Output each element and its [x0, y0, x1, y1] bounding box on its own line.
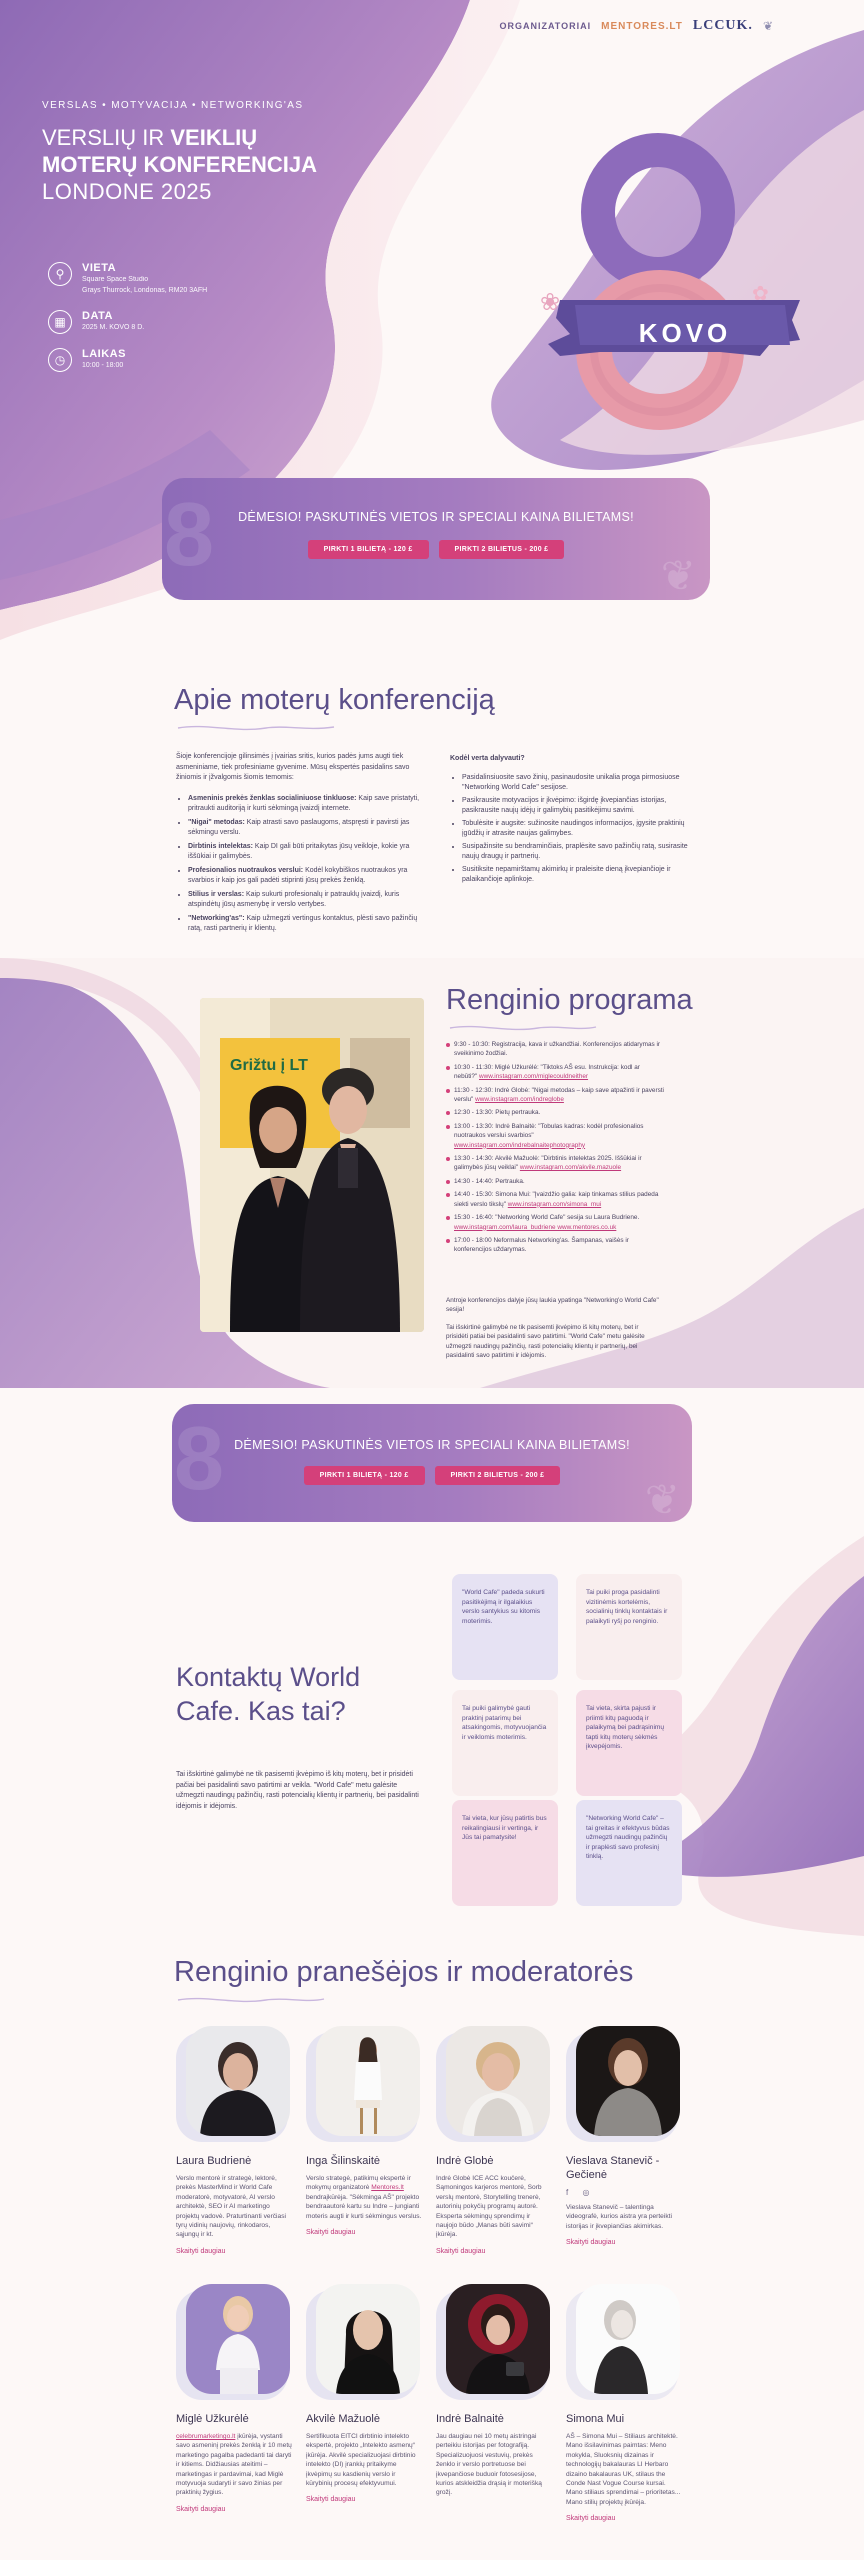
cta-title: DĖMESIO! PASKUTINĖS VIETOS IR SPECIALI KAINA BILIETAMS! — [234, 1438, 630, 1452]
why-item: • Pasidalinsiuosite savo žinių, pasinaudosite unikalia proga pirmosiuose "Networking World Cafe" sesijose. — [462, 773, 696, 794]
why-attend — [450, 754, 696, 888]
program-note-2: Tai išskirtinė galimybė ne tik pasisemti įkvėpimo iš kitų moterų, bet ir prisidėti patiai bei pasidalinti savo patirtimi. "World Cafe" metu galėsite užmegzti naudingų pažinčių, rasti potencialių klientų ir partnerių, bei pasidalinti savo patirtimi ir idėjomis. — [446, 1323, 645, 1360]
program-item-link[interactable]: www.instagram.com/indreglobe — [475, 1096, 564, 1104]
worldcafe-card: Tai puiki galimybė gauti praktinį patarimų bei atsakingomis, motyvuojančia ir veiklomis moterimis. — [452, 1690, 558, 1796]
speaker-bio — [176, 2432, 292, 2498]
wings-logo-icon: ❦ — [762, 19, 774, 33]
program-item — [446, 1122, 664, 1150]
ticket-cta-banner — [162, 478, 710, 600]
hero-title-line1a: VERSLIŲ IR — [42, 125, 171, 150]
speaker-photo — [566, 2026, 684, 2144]
svg-text:✿: ✿ — [752, 283, 769, 305]
info-label: DATA — [82, 310, 113, 322]
speaker-bio-text: Mano stilių projektų įkūrėja. — [566, 2498, 646, 2506]
read-more-link[interactable]: Skaityti daugiau — [436, 2247, 486, 2255]
info-venue — [48, 262, 207, 296]
read-more-link[interactable]: Skaityti daugiau — [566, 2515, 616, 2523]
topic-text: Kodėl kokybiškos nuotraukos yra svarbios ir kaip jos gali padėti stiprinti jūsų prekės ženklą. — [188, 866, 408, 884]
speaker-portrait — [186, 2284, 290, 2394]
speaker-bio: Jau daugiau nei 10 metų aistringai perteikiu istorijas per fotografiją. Specializuojuosi vestuvių, prekės ženklo ir verslo portretuose bei įkvepančiose buduoir fotosesijose, kurios atskleidžia drąsią ir moterišką grožį. — [436, 2433, 542, 2497]
speaker-bio-text: įkūrėja, vystanti savo asmeninį prekės ženklą ir 10 metų marketingo pagalba padedanti tai daryti ir kitiems. Didžiausias ateitimi – marketingas ir pardavimai, kad Miglė motyvuoja sudaryti ir savo žinias per praktinių žygius. — [176, 2433, 292, 2497]
program-item — [446, 1190, 664, 1209]
program-item-text: 14:40 - 15:30: Simona Mui: "Įvaizdžio galia: kaip tinkamas stilius padeda siekti verslo tikslų" — [454, 1191, 659, 1208]
program-item-link[interactable]: www.instagram.com/miglecouldneither — [479, 1073, 589, 1081]
speaker-name: Miglė Užkurėlė — [176, 2413, 249, 2425]
worldcafe-title: Kontaktų World Cafe. Kas tai? — [176, 1662, 361, 1726]
program-item — [446, 1086, 664, 1105]
topic-bold: "Networking'as": — [188, 914, 245, 922]
title-underline — [448, 1022, 598, 1034]
topic-text: Kaip DI gali būti pritaikytas jūsų veikloje, kokie yra iššūkiai ir galimybės. — [188, 842, 410, 860]
title-underline — [176, 1994, 326, 2006]
speaker-card — [436, 2284, 552, 2498]
speaker-card — [176, 2284, 292, 2513]
about-title: Apie moterų konferenciją — [174, 684, 495, 716]
program-item-text: 13:00 - 13:30: Indrė Balnaitė: "Tobulas kadras: kodėl profesionalios nuotraukos verslui svarbios" — [454, 1122, 644, 1140]
speaker-portrait — [446, 2026, 550, 2136]
speaker-card — [566, 2026, 682, 2246]
buy-1-ticket-button[interactable]: PIRKTI 1 BILIETĄ - 120 £ — [304, 1466, 425, 1485]
info-value: 2025 M. KOVO 8 D. — [82, 324, 145, 331]
read-more-link[interactable]: Skaityti daugiau — [176, 2505, 226, 2513]
speaker-card — [436, 2026, 552, 2255]
topic-text: Kaip atrasti savo paslaugoms, atspręsti ir pavirsti jas sėkmingu verslu. — [188, 818, 410, 836]
speaker-portrait — [186, 2026, 290, 2136]
topic-bold: Dirbtinis intelektas: — [188, 842, 253, 850]
program-note-1: Antroje konferencijos dalyje jūsų laukia ypatinga "Networking'o World Cafe" sesija! — [446, 1297, 659, 1314]
leaf-decoration-icon: ❦ — [660, 552, 696, 599]
read-more-link[interactable]: Skaityti daugiau — [306, 2496, 356, 2504]
program-item-link[interactable]: www.instagram.com/simona_mui — [507, 1200, 602, 1208]
about-topics — [176, 752, 420, 938]
program-item-text: 17:00 - 18:00 Neformalus Networking'as. Šampanas, vaišės ir konferencijos uždarymas. — [454, 1236, 629, 1254]
speaker-name: Simona Mui — [566, 2413, 625, 2425]
program-item — [446, 1063, 664, 1082]
speaker-photo — [176, 2284, 294, 2402]
speaker-bio — [306, 2174, 422, 2221]
program-item-text: 9:30 - 10:30: Registracija, kava ir užkandžiai. Konferencijos atidarymas ir sveikinimo žodžiai. — [454, 1041, 661, 1058]
speaker-bio: Sertifikuota EITCI dirbtinio intelekto ekspertė, projekto „Intelekto asmenų“ įkūrėja. Akvilė specializuojasi dirbtinio intelekto (DI) įrankių pritaikyme įkvėpimų su kasdienių verslo ir kūrybinių procesų efektyvumui. — [306, 2433, 416, 2488]
clock-icon: ◷ — [48, 348, 72, 372]
worldcafe-card: Tai puiki proga pasidalinti vizitinėmis kortelėmis, socialinių tinklų kontaktais ir palaikyti ryšį po renginio. — [576, 1574, 682, 1680]
why-item: • Susipažinsite su bendraminčiais, praplėsite savo pažinčių ratą, susirasite naujų draugų ir partnerių. — [462, 842, 696, 863]
topic-text: Kaip save pristatyti, pritraukti auditoriją ir kurti sėkmingą įvaizdį internete. — [188, 794, 420, 812]
info-value: 10:00 - 18:00 — [82, 362, 124, 369]
speaker-name: Indrė Balnaitė — [436, 2413, 504, 2425]
program-title: Renginio programa — [446, 984, 693, 1016]
cta-title: DĖMESIO! PASKUTINĖS VIETOS IR SPECIALI KAINA BILIETAMS! — [238, 510, 634, 524]
worldcafe-card: "World Cafe" padeda sukurti pasitikėjimą ir ilgalaikius verslo santykius su kitomis moterimis. — [452, 1574, 558, 1680]
program-note — [446, 1296, 662, 1360]
topic-text: Kaip užmegzti vertingus kontaktus, plėsti savo pažinčių ratą, rasti partnerių ir klientų. — [188, 914, 418, 932]
hero-title-line3: LONDONE 2025 — [42, 179, 212, 204]
program-item-text: 10:30 - 11:30: Miglė Užkurėlė: "Tiktoks AŠ esu. Instrukcija: kodl ar nebūti?" — [454, 1063, 640, 1081]
speakers-title: Renginio pranešėjos ir moderatorės — [174, 1956, 634, 1988]
speaker-card — [306, 2284, 422, 2503]
program-item-link[interactable]: www.instagram.com/laura_budriene www.mentores.co.uk — [454, 1223, 617, 1231]
photo-sign-text: Grižtu į LT — [230, 1057, 308, 1074]
speakers-photo — [200, 998, 424, 1332]
topic-item — [188, 842, 420, 863]
speaker-card — [306, 2026, 422, 2236]
buy-2-tickets-button[interactable]: PIRKTI 2 BILIETUS - 200 £ — [439, 540, 565, 559]
program-item — [446, 1177, 664, 1186]
speaker-name: Inga Šilinskaitė — [306, 2155, 380, 2167]
buy-2-tickets-button[interactable]: PIRKTI 2 BILIETUS - 200 £ — [435, 1466, 561, 1485]
leaf-decoration-icon: ❦ — [644, 1476, 680, 1522]
about-intro: Šioje konferencijoje gilinsimės į įvairias sritis, kurios padės jums augti tiek asmeniniame, tiek profesiniame gyvenime. Mūsų ekspertės pasidalins savo žiniomis ir įžvalgomis šiomis temomis: — [176, 753, 410, 781]
hero-kicker: VERSLAS • MOTYVACIJA • NETWORKING'AS — [42, 100, 304, 111]
program-item-text: 12:30 - 13:30: Pietų pertrauka. — [454, 1109, 541, 1117]
info-date — [48, 310, 207, 334]
worldcafe-description: Tai išskirtinė galimybė ne tik pasisemti įkvėpimo iš kitų moterų, bet ir prisidėti pačiai bei pasidalinti savo patirtimi ar veikla. "World Cafe" metu galėsite užmegzti naudingų pažinčių, rasti potencialių klientų ir partnerių, bei pasidalinti idėjomis ir idėjomis. — [176, 1771, 419, 1810]
read-more-link[interactable]: Skaityti daugiau — [566, 2239, 616, 2247]
calendar-icon: ▦ — [48, 310, 72, 334]
program-item — [446, 1213, 664, 1232]
speaker-photo — [436, 2284, 554, 2402]
speaker-name: Laura Budrienė — [176, 2155, 252, 2167]
topic-item — [188, 914, 420, 935]
why-list — [450, 773, 696, 886]
topic-item — [188, 794, 420, 815]
location-pin-icon: ⚲ — [48, 262, 72, 286]
mentores-logo[interactable]: MENTORES.LT — [601, 20, 683, 32]
buy-1-ticket-button[interactable]: PIRKTI 1 BILIETĄ - 120 £ — [308, 540, 429, 559]
speaker-bio-link[interactable]: Mentores.lt — [371, 2184, 404, 2192]
decorative-8-icon: 8 — [164, 485, 215, 585]
program-waves — [0, 958, 864, 1388]
speaker-photo — [176, 2026, 294, 2144]
speaker-name: Akvilė Mažuolė — [306, 2413, 380, 2425]
speaker-name: Vieslava Stanevič - Gečienė — [566, 2155, 660, 2181]
worldcafe-card: "Networking World Cafe" – tai greitas ir efektyvus būdas užmegzti naudingų pažinčių ir praplėsti savo profesinį tinklą. — [576, 1800, 682, 1906]
info-label: VIETA — [82, 262, 117, 274]
read-more-link[interactable]: Skaityti daugiau — [306, 2229, 356, 2237]
program-item-text: 14:30 - 14:40: Pertrauka. — [454, 1177, 525, 1185]
svg-text:❀: ❀ — [540, 289, 561, 316]
organizers-bar — [499, 18, 774, 34]
speaker-portrait — [446, 2284, 550, 2394]
program-item-text: 11:30 - 12:30: Indrė Globė: "Nigai metodas – kaip save atpažinti ir paversti verslu" — [454, 1086, 664, 1104]
speaker-bio — [566, 2432, 682, 2507]
program-item-link[interactable]: www.instagram.com/akvile.mazuole — [519, 1164, 622, 1172]
organizers-label: ORGANIZATORIAI — [499, 21, 592, 31]
why-item: • Pasikrausite motyvacijos ir įkvėpimo: išgirdę įkvepiančias istorijas, pasikrausite naujų idėjų ir galimybių pasitikėjimu savimi. — [462, 796, 696, 817]
topic-bold: Stilius ir verslas: — [188, 890, 245, 898]
speaker-photo — [306, 2284, 424, 2402]
topic-item — [188, 818, 420, 839]
speaker-name: Indrė Globė — [436, 2155, 494, 2167]
speaker-photo — [566, 2284, 684, 2402]
speaker-photo — [306, 2026, 424, 2144]
topic-text: Kaip sukurti profesionalų ir patrauklų įvaizdį, kuris atspindėtų jūsų asmenybę ir verslo vertybes. — [188, 890, 400, 908]
lccuk-logo[interactable]: LCCUK. — [692, 18, 753, 33]
worldcafe-background — [0, 1536, 864, 1936]
speaker-bio-text: bendraįkūrėja. "Sėkminga AŠ" projekto bendraautorė kartu su Indre – jungianti moteris augti ir kurti sėkmingus verslus. — [306, 2193, 422, 2220]
speaker-portrait — [316, 2284, 420, 2394]
topic-bold: Asmeninis prekės ženklas socialiniuose tinkluose: — [188, 794, 357, 802]
speaker-bio: Vieslava Stanevič – talentinga videografė, kurios aistra yra perteikti istorijas ir įkvepiančias akimirkas. — [566, 2204, 672, 2230]
info-time — [48, 348, 207, 372]
worldcafe-card: Tai vieta, skirta pajusti ir priimti kitų paguodą ir palaikymą bei padrąsinimų tapti kitų moterų sėkmės įkvepėjomis. — [576, 1690, 682, 1796]
why-item: • Susitiksite nepamirštamų akimirkų ir praleisite dieną įkvepiančioje ir palaikančioje aplinkoje. — [462, 865, 696, 886]
speaker-portrait — [576, 2026, 680, 2136]
hero-title-line2: MOTERŲ KONFERENCIJA — [42, 152, 318, 177]
speaker-bio-link[interactable]: celebrumarketingo.lt — [176, 2433, 236, 2440]
speaker-bio-text: AŠ – Simona Mui – Stiliaus architektė. Mano išsilavinimas paimtas: Meno mokykla, Sluoksnių dizainas ir technologijų bakalauras LI Herbaro dizaino bakalauras UK, stilaus the Conde Nast Vogue Course kursai. Mano stiliaus sprendimai – prioritetas... — [566, 2433, 681, 2497]
event-info-list — [48, 262, 207, 386]
speaker-card — [176, 2026, 292, 2255]
why-item: • Tobulėsite ir augsite: sužinosite naudingos informacijos, įgysite praktinių įgūdžių ir atrasite naujas galimybes. — [462, 819, 696, 840]
ticket-cta-banner — [172, 1404, 692, 1522]
topic-bold: Profesionalios nuotraukos verslui: — [188, 866, 304, 874]
program-item-text: 13:30 - 14:30: Akvilė Mažuolė: "Dirbtinis intelektas 2025. Iššūkiai ir galimybės jūsų veiklai" — [454, 1155, 642, 1172]
speaker-photo — [436, 2026, 554, 2144]
speaker-portrait — [576, 2284, 680, 2394]
speaker-bio: Indrė Globė ICE ACC koučerė, Sąmoningos karjeros mentorė, Sorb verslų mentorė, Storytelling trenerė, autorinių pokyčių programų autorė. Eksperta sėkmingų sprendimų ir naujojo būdo „Manas būti savimi“ įkūrėja. — [436, 2175, 542, 2239]
topic-item — [188, 866, 420, 887]
topics-list — [176, 794, 420, 935]
social-icons[interactable]: f ◎ — [566, 2188, 596, 2197]
decorative-8-icon: 8 — [174, 1409, 225, 1509]
worldcafe-card: Tai vieta, kur jūsų patirtis bus reikalingiausi ir vertinga, ir Jūs tai pamatysite! — [452, 1800, 558, 1906]
two-women-photo — [200, 998, 424, 1332]
title-underline — [176, 722, 336, 734]
info-value: Square Space Studio Grays Thurrock, Londonas, RM20 3AFH — [82, 276, 208, 294]
hero-title-line1b: VEIKLIŲ — [170, 125, 258, 150]
program-item — [446, 1154, 664, 1173]
program-item — [446, 1236, 664, 1255]
program-item — [446, 1040, 664, 1059]
speaker-bio: Verslo mentorė ir strategė, lektorė, prekės MasterMind ir World Cafe moderatorė, motyvatorė, AI verslo architektė, SEO ir AI marketingo projektų vadovė. Praturtinanti verčiasi tyrų vidinių naujovių, rinkodaros, sąjungų ir kt. — [176, 2175, 286, 2239]
read-more-link[interactable]: Skaityti daugiau — [176, 2247, 226, 2255]
hero-title — [42, 124, 372, 205]
kovo-badge-text: KOVO — [638, 318, 732, 348]
speaker-portrait — [316, 2026, 420, 2136]
program-list — [446, 1040, 664, 1259]
program-item — [446, 1108, 664, 1117]
speaker-bio-text: Verslo strategė, patikimų ekspertė ir mokymų organizatorė — [306, 2175, 411, 2192]
speaker-card — [566, 2284, 682, 2522]
info-label: LAIKAS — [82, 348, 126, 360]
why-title: Kodėl verta dalyvauti? — [450, 755, 525, 762]
program-section-background — [0, 958, 864, 1388]
topic-bold: "Nigai" metodas: — [188, 818, 245, 826]
program-item-link[interactable]: www.instagram.com/indrebalnaitephotography — [454, 1141, 586, 1149]
topic-item — [188, 890, 420, 911]
program-item-text: 15:30 - 16:40: "Networking World Cafe" sesija su Laura Budriene. — [454, 1214, 640, 1222]
